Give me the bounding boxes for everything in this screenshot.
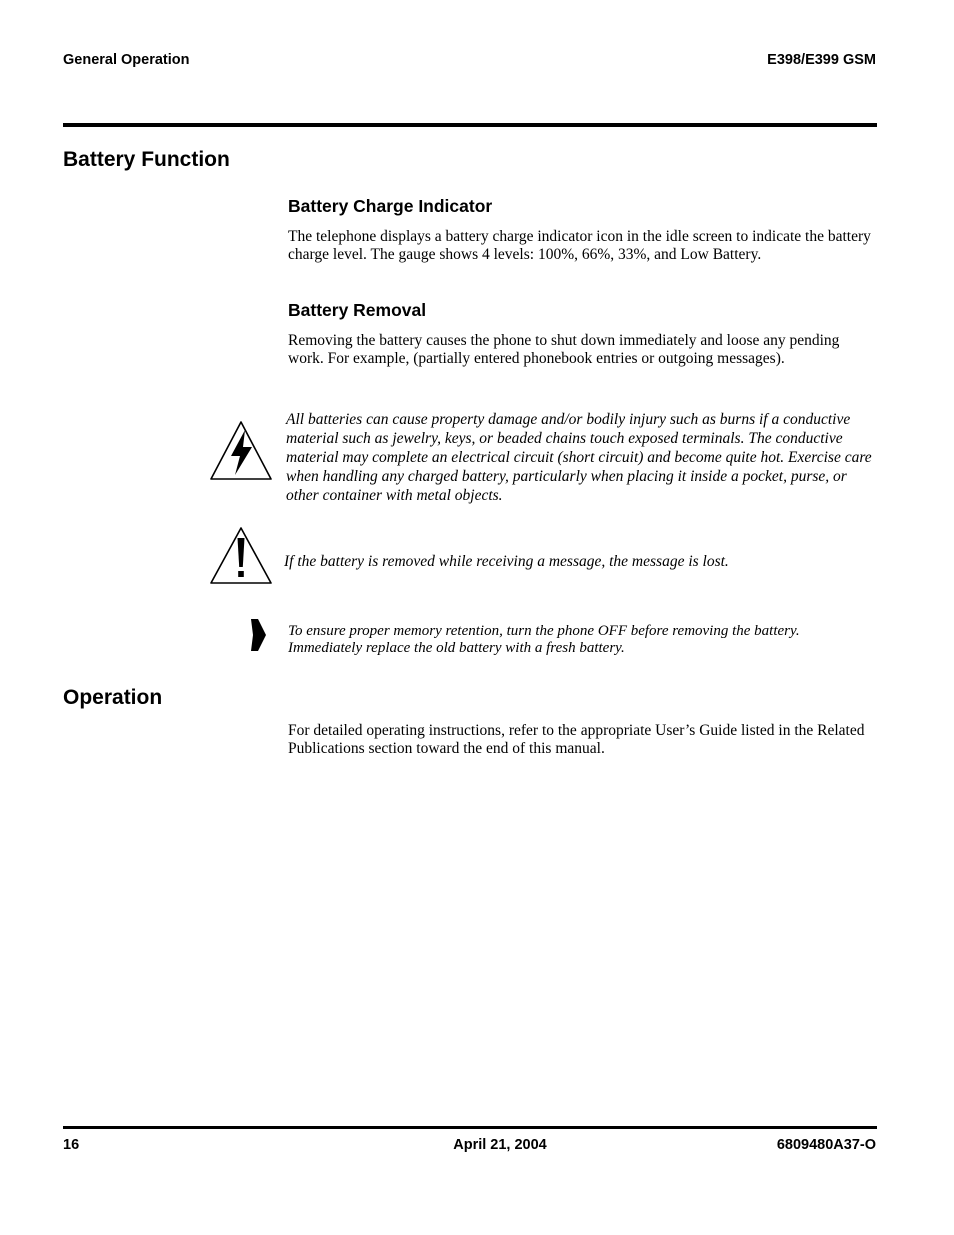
battery-removal-paragraph: Removing the battery causes the phone to shut down immediately and loose any pending work. For example, (partially entered phonebook entries or outgoing messages). — [288, 332, 840, 367]
lightning-warning-icon — [209, 420, 273, 482]
footer-date: April 21, 2004 — [453, 1137, 547, 1153]
charge-indicator-heading: Battery Charge Indicator — [288, 196, 493, 216]
footer-page-number: 16 — [63, 1137, 80, 1153]
charge-indicator-paragraph: The telephone displays a battery charge indicator icon in the idle screen to indicate the battery charge level. The gauge shows 4 levels: 100%, 66%, 33%, and Low Battery. — [288, 228, 871, 263]
warning-text: All batteries can cause property damage and/or bodily injury such as burns if a conductive material such as jewelry, keys, or beaded chains touch exposed terminals. The conductive material may complete an electrical circuit (short circuit) and become quite hot. Exercise care when handling any charged battery, particularly when placing it inside a pocket, purse, or other container with metal objects. — [286, 411, 872, 504]
footer-doc-number: 6809480A37-O — [776, 1137, 876, 1153]
caution-text: If the battery is removed while receiving a message, the message is lost. — [284, 553, 729, 570]
header-section-title: General Operation — [63, 52, 190, 68]
exclamation-caution-icon — [209, 526, 273, 586]
battery-removal-heading: Battery Removal — [288, 300, 427, 320]
header-model: E398/E399 GSM — [767, 52, 876, 68]
battery-function-heading: Battery Function — [63, 148, 230, 171]
footer-rule — [63, 1126, 877, 1129]
operation-heading: Operation — [63, 686, 163, 709]
arrow-note-icon — [249, 618, 267, 652]
header-rule — [63, 123, 877, 127]
note-text: To ensure proper memory retention, turn the phone OFF before removing the battery. Immediately replace the old battery with a fresh battery. — [288, 623, 800, 656]
operation-paragraph: For detailed operating instructions, refer to the appropriate User’s Guide listed in the Related Publications section toward the end of this manual. — [288, 722, 865, 757]
